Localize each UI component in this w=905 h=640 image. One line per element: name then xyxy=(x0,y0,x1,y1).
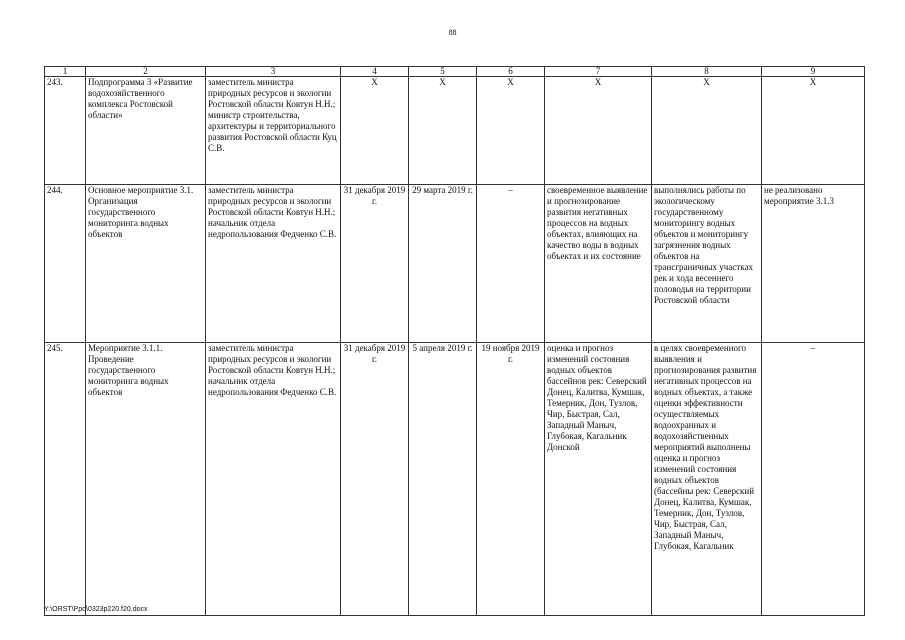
table-row xyxy=(45,77,865,185)
actual-end-date: 19 ноября 2019 г. xyxy=(477,343,545,616)
actual-result: выполнялись работы по экологическому государственному мониторингу водных объектов и мониторингу загрязнения водных объектов на трансграничных участках рек и хода весеннего половодья на территории Ростовской области xyxy=(652,185,762,343)
actual-result: в целях своевременного выявления и прогнозирования развития негативных процессов на водных объектах, а также оценки эффективности осуществляемых водоохранных и водохозяйственных мероприятий выполнены оценка и прогноз изменений состояния водных объектов (бассейны рек: Северский Донец, Калитва, Кумшак, Темерник, Дон, Тузлов, Чир, Быстрая, Сал, Западный Маныч, Глубокая, Кагальник xyxy=(652,343,762,616)
responsible-person: заместитель министра природных ресурсов и экологии Ростовской области Ковтун Н.Н.; начальник отдела недропользования Федченко С.В. xyxy=(206,343,341,616)
notes: X xyxy=(762,77,865,185)
measure-name: Основное мероприятие 3.1. Организация государственного мониторинга водных объектов xyxy=(86,185,206,343)
measure-name: Подпрограмма 3 «Развитие водохозяйственного комплекса Ростовской области» xyxy=(86,77,206,185)
actual-start-date: 29 марта 2019 г. xyxy=(409,185,477,343)
row-number: 245. xyxy=(45,343,86,616)
planned-result: оценка и прогноз изменений состояния водных объектов бассейнов рек: Северский Донец, Калитва, Кумшак, Темерник, Дон, Тузлов, Чир, Быстрая, Сал, Западный Маныч, Глубокая, Кагальник Донской xyxy=(545,343,652,616)
notes: – xyxy=(762,343,865,616)
row-number: 244. xyxy=(45,185,86,343)
notes: не реализовано мероприятие 3.1.3 xyxy=(762,185,865,343)
column-header: 1 xyxy=(45,67,86,77)
planned-date: X xyxy=(341,77,409,185)
responsible-person: заместитель министра природных ресурсов и экологии Ростовской области Ковтун Н.Н.; начальник отдела недропользования Федченко С.В. xyxy=(206,185,341,343)
planned-date: 31 декабря 2019 г. xyxy=(341,343,409,616)
table-row xyxy=(45,185,865,343)
measures-table xyxy=(44,66,865,616)
column-header: 2 xyxy=(86,67,206,77)
actual-start-date: 5 апреля 2019 г. xyxy=(409,343,477,616)
column-header: 8 xyxy=(652,67,762,77)
actual-result: X xyxy=(652,77,762,185)
column-header: 5 xyxy=(409,67,477,77)
column-header: 9 xyxy=(762,67,865,77)
row-number: 243. xyxy=(45,77,86,185)
page-number: 88 xyxy=(448,28,457,37)
responsible-person: заместитель министра природных ресурсов и экологии Ростовской области Ковтун Н.Н.; министр строительства, архитектуры и территориального развития Ростовской области Куц С.В. xyxy=(206,77,341,185)
column-header: 6 xyxy=(477,67,545,77)
actual-start-date: X xyxy=(409,77,477,185)
column-header: 7 xyxy=(545,67,652,77)
planned-result: X xyxy=(545,77,652,185)
file-path-footer: Y:\ORST\Ppo\0323p220.f20.docx xyxy=(44,606,148,613)
actual-end-date: X xyxy=(477,77,545,185)
actual-end-date: – xyxy=(477,185,545,343)
table-header-row xyxy=(45,67,865,77)
planned-result: своевременное выявление и прогнозирование развития негативных процессов на водных объектах, влияющих на качество воды в водных объектах и их состояние xyxy=(545,185,652,343)
measure-name: Мероприятие 3.1.1. Проведение государственного мониторинга водных объектов xyxy=(86,343,206,616)
planned-date: 31 декабря 2019 г. xyxy=(341,185,409,343)
column-header: 3 xyxy=(206,67,341,77)
column-header: 4 xyxy=(341,67,409,77)
table-row xyxy=(45,343,865,616)
